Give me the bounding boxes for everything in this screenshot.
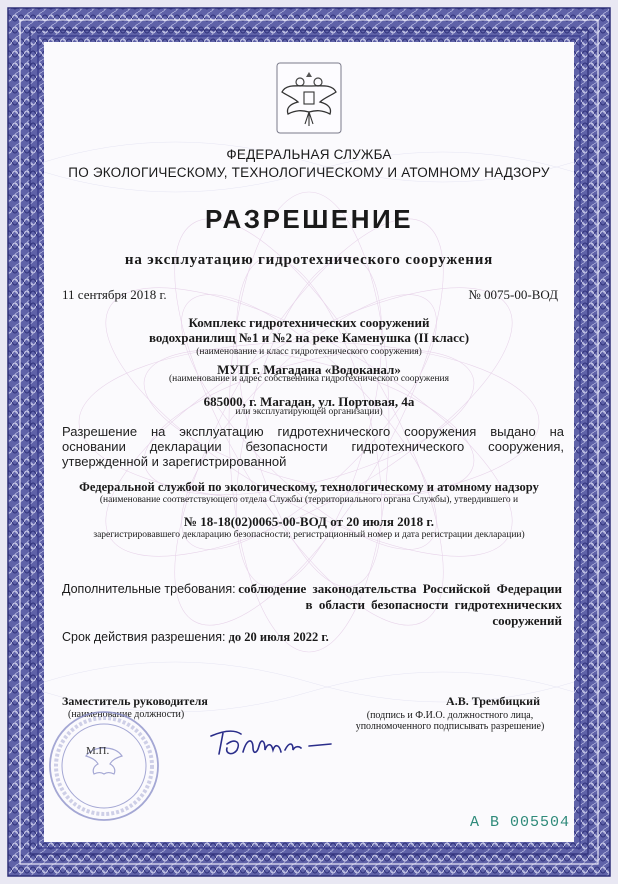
position-caption: (наименование должности) [68,709,185,720]
document-subtitle: на эксплуатацию гидротехнического сооружения [124,252,494,268]
facility-name-caption: (наименование и класс гидротехнического сооружения) [196,347,422,357]
issuing-authority: Федеральной службой по экологическому, технологическому и атомному надзору [79,480,539,494]
signatory-caption-line-2: уполномоченного подписывать разрешение) [355,721,545,732]
official-stamp-icon [46,708,162,824]
signatory-caption [340,710,560,732]
handwritten-signature [205,724,335,764]
agency-line-2: ПО ЭКОЛОГИЧЕСКОМУ, ТЕХНОЛОГИЧЕСКОМУ И АТОМНОМУ НАДЗОРУ [68,165,550,180]
address-caption: или эксплуатирующей организации) [235,407,383,417]
facility-name-line-1: Комплекс гидротехнических сооружений [188,315,430,330]
agency-name [60,146,558,182]
permit-number: № 0075-00-ВОД [468,287,558,302]
document-title: РАЗРЕШЕНИЕ [204,204,414,234]
requirements-label: Дополнительные требования: [62,582,236,596]
serial-number: А В 005504 [470,814,571,831]
basis-paragraph: Разрешение на эксплуатацию гидротехнического сооружения выдано на основании декларации безопасности гидротехнического сооружения, утвержденной и зарегистрированной [62,424,564,469]
signatory-position: Заместитель руководителя [62,694,208,708]
requirements-line-1: соблюдение законодательства Российской Федерации [238,581,562,596]
facility-name [60,315,558,345]
requirements-text [230,581,562,629]
owner-address: 685000, г. Магадан, ул. Портовая, 4а [203,394,415,409]
double-headed-eagle-icon [276,62,342,134]
signatory-name: А.В. Трембицкий [446,694,540,708]
validity [62,630,329,645]
owner-caption: (наименование и адрес собственника гидротехнического сооружения [168,374,449,384]
facility-name-line-2: водохранилищ №1 и №2 на реке Каменушка (II класс) [148,330,470,345]
issue-date: 11 сентября 2018 г. [62,287,167,302]
signatory-caption-line-1: (подпись и Ф.И.О. должностного лица, [366,710,534,721]
agency-line-1: ФЕДЕРАЛЬНАЯ СЛУЖБА [226,147,392,162]
declaration-number: № 18-18(02)0065-00-ВОД от 20 июля 2018 г. [183,514,435,529]
stamp-mark: М.П. [86,745,110,757]
validity-value: до 20 июля 2022 г. [228,630,329,644]
owner-name: МУП г. Магадана «Водоканал» [217,362,401,377]
requirements-line-2: в области безопасности гидротехнических сооружений [305,597,562,628]
validity-label: Срок действия разрешения: [62,630,226,644]
declaration-caption: зарегистрировавшего декларацию безопасности; регистрационный номер и дата регистрации декларации) [93,530,525,540]
authority-caption: (наименование соответствующего отдела Службы (территориального органа Службы), утвердившего и [99,495,519,505]
